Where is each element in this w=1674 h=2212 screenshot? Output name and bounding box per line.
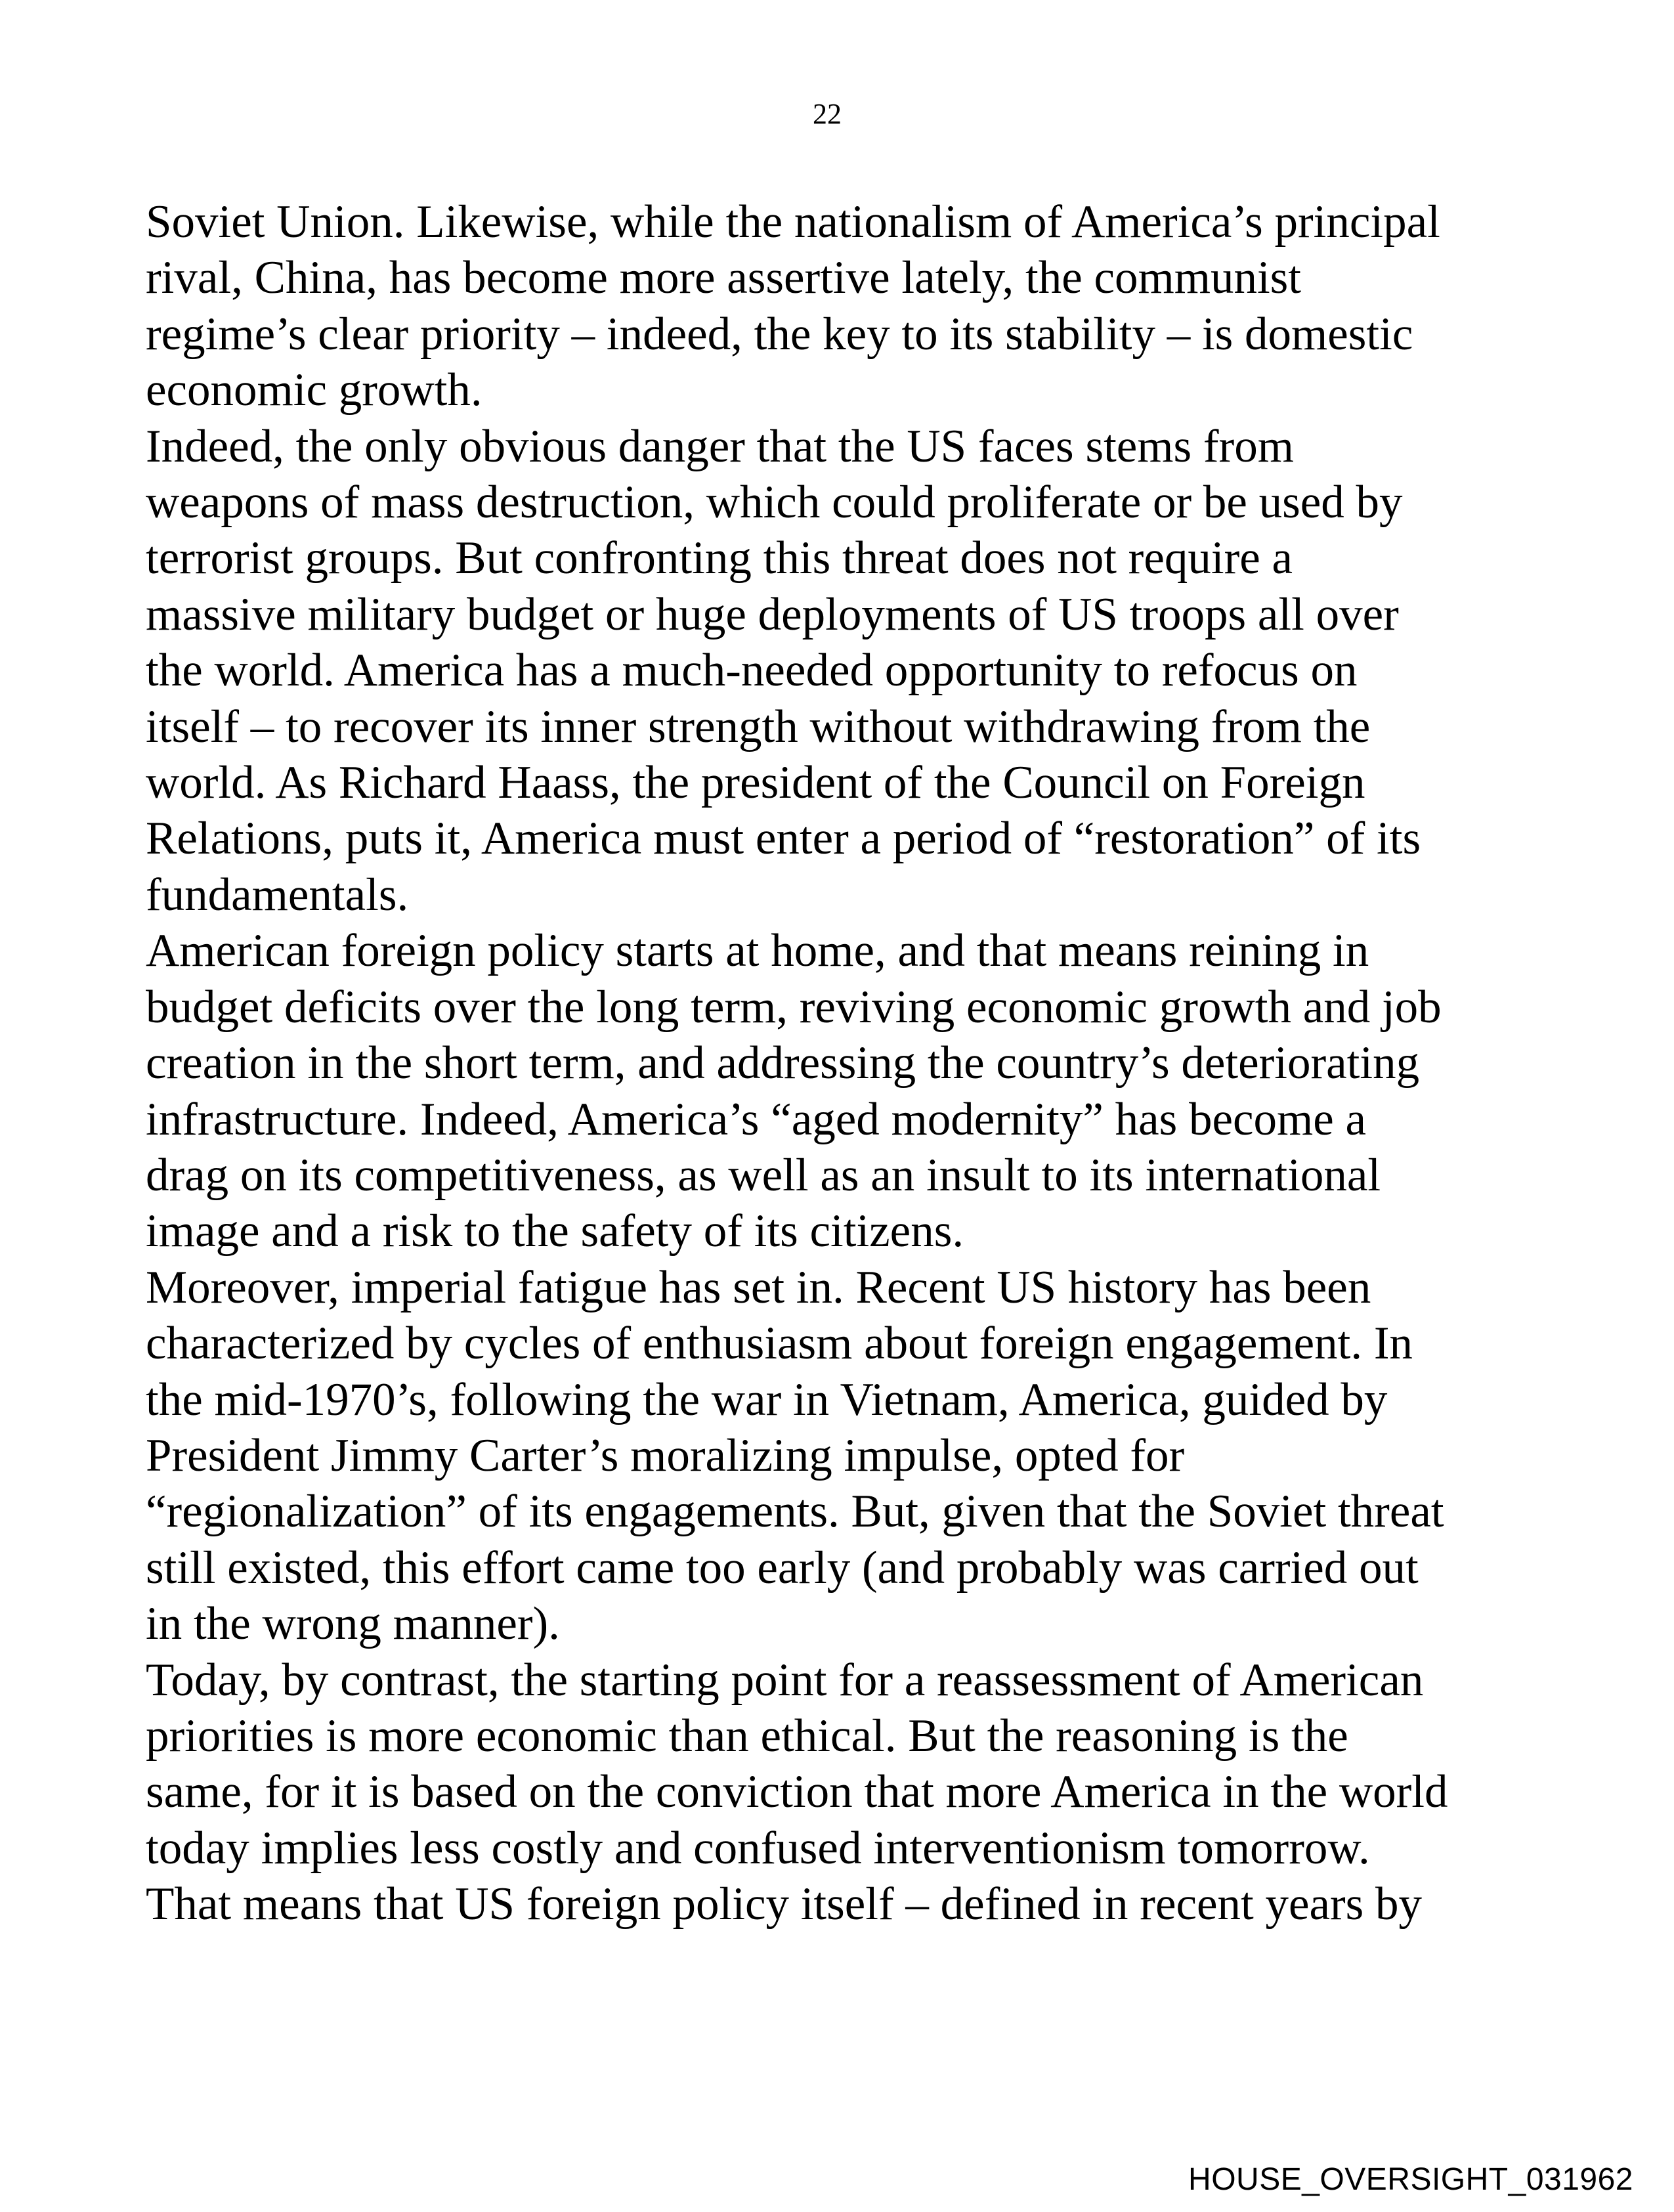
text-line: rival, China, has become more assertive lately, the communist [146,252,1302,304]
text-line: American foreign policy starts at home, and that means reining in [146,925,1369,977]
text-line: President Jimmy Carter’s moralizing impulse, opted for [146,1429,1185,1481]
text-line: That means that US foreign policy itself – defined in recent years by [146,1878,1423,1930]
text-line: massive military budget or huge deployments of US troops all over [146,588,1399,640]
text-line: creation in the short term, and addressing the country’s deteriorating [146,1037,1420,1089]
text-line: Soviet Union. Likewise, while the nationalism of America’s principal [146,196,1440,248]
text-line: itself – to recover its inner strength without withdrawing from the [146,701,1371,752]
text-line: infrastructure. Indeed, America’s “aged modernity” has become a [146,1093,1367,1145]
bates-stamp: HOUSE_OVERSIGHT_031962 [1188,2162,1633,2197]
text-line: Moreover, imperial fatigue has set in. Recent US history has been [146,1261,1371,1313]
text-line: weapons of mass destruction, which could proliferate or be used by [146,477,1403,529]
text-line: Indeed, the only obvious danger that the US faces stems from [146,420,1294,472]
text-line: the world. America has a much-needed opportunity to refocus on [146,645,1358,697]
text-line: regime’s clear priority – indeed, the key to its stability – is domestic [146,308,1413,360]
text-line: budget deficits over the long term, reviving economic growth and job [146,981,1442,1033]
text-line: economic growth. [146,364,483,416]
text-line: Relations, puts it, America must enter a period of “restoration” of its [146,813,1421,865]
text-line: fundamentals. [146,869,409,921]
text-line: “regionalization” of its engagements. But, given that the Soviet threat [146,1486,1444,1538]
body-text [146,194,1551,1933]
text-line: in the wrong manner). [146,1598,560,1650]
text-line: still existed, this effort came too early (and probably was carried out [146,1542,1419,1594]
text-line: today implies less costly and confused interventionism tomorrow. [146,1822,1370,1874]
text-line: Today, by contrast, the starting point for a reassessment of American [146,1654,1424,1706]
text-line: characterized by cycles of enthusiasm about foreign engagement. In [146,1318,1413,1370]
page-number: 22 [813,98,842,130]
text-line: world. As Richard Haass, the president of the Council on Foreign [146,757,1365,809]
text-line: the mid-1970’s, following the war in Vietnam, America, guided by [146,1374,1388,1425]
text-line: image and a risk to the safety of its citizens. [146,1205,964,1257]
text-line: same, for it is based on the conviction that more America in the world [146,1766,1448,1818]
text-line: drag on its competitiveness, as well as an insult to its international [146,1149,1381,1201]
text-line: terrorist groups. But confronting this threat does not require a [146,532,1293,584]
text-line: priorities is more economic than ethical. But the reasoning is the [146,1710,1348,1762]
